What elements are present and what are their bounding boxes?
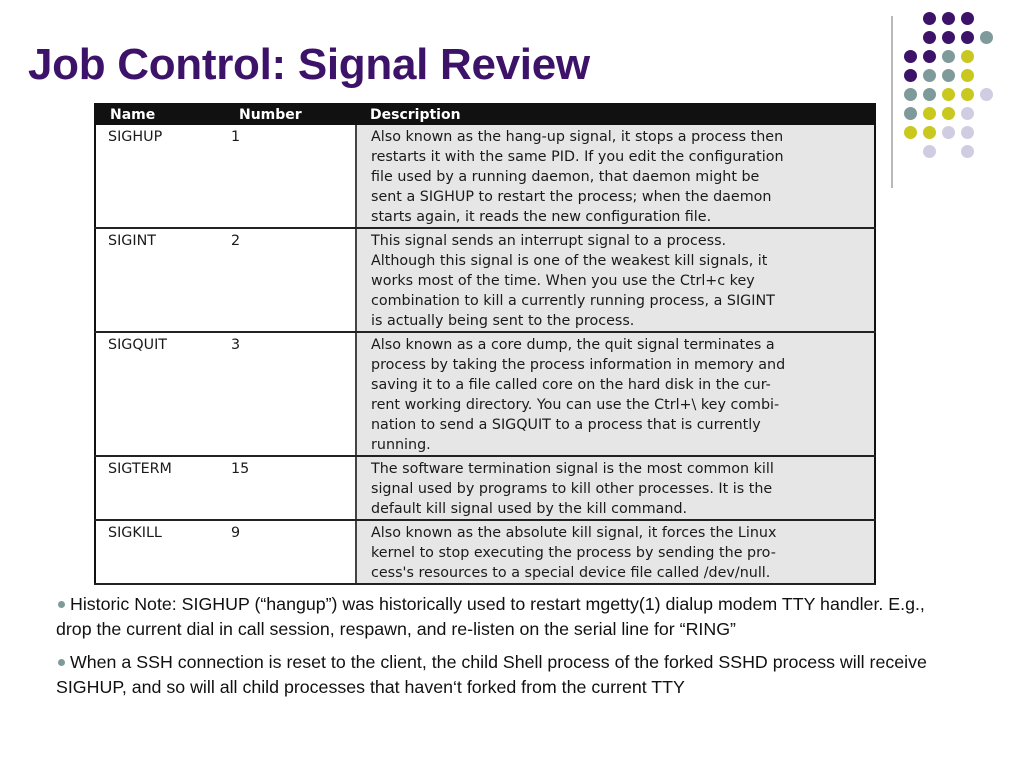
decorative-divider (891, 16, 893, 188)
decorative-dot (923, 88, 936, 101)
header-name: Name (95, 104, 225, 125)
bullet-item (56, 650, 936, 700)
decorative-dot (923, 69, 936, 82)
decorative-dot (904, 50, 917, 63)
decorative-dot (923, 126, 936, 139)
bullet-dot-icon (58, 601, 65, 608)
decorative-dot (961, 88, 974, 101)
description-line: sent a SIGHUP to restart the process; when the daemon (371, 189, 772, 205)
decorative-dot (904, 69, 917, 82)
decorative-dot (923, 31, 936, 44)
description-line: process by taking the process information in memory and (371, 357, 786, 373)
decorative-dot (961, 31, 974, 44)
table-row (95, 228, 875, 332)
signal-description-cell (356, 228, 875, 332)
signal-description-cell (356, 456, 875, 520)
description-line: Also known as the absolute kill signal, it forces the Linux (371, 525, 777, 541)
slide-title: Job Control: Signal Review (28, 40, 590, 89)
description-line: This signal sends an interrupt signal to a process. (371, 233, 727, 249)
description-line: rent working directory. You can use the Ctrl+\ key combi- (371, 397, 780, 413)
header-number: Number (225, 104, 356, 125)
description-line: Although this signal is one of the weakest kill signals, it (371, 253, 768, 269)
signal-description-cell (356, 520, 875, 584)
signal-number-cell: 9 (225, 520, 356, 584)
bullet-text: Historic Note: SIGHUP (“hangup”) was historically used to restart mgetty(1) dialup modem TTY handler. E.g., drop the current dial in call session, respawn, and re-listen on the serial line for “RING” (56, 594, 925, 639)
table-row (95, 520, 875, 584)
signal-name-cell: SIGKILL (95, 520, 225, 584)
description-line: starts again, it reads the new configuration file. (371, 209, 712, 225)
decorative-dot (942, 88, 955, 101)
bullet-dot-icon (58, 659, 65, 666)
signal-number-cell: 3 (225, 332, 356, 456)
description-line: Also known as a core dump, the quit signal terminates a (371, 337, 775, 353)
description-line: cess's resources to a special device file called /dev/null. (371, 565, 771, 581)
bullet-text: When a SSH connection is reset to the client, the child Shell process of the forked SSHD process will receive SIGHUP, and so will all child processes that haven‘t forked from the current TTY (56, 652, 927, 697)
description-line: saving it to a file called core on the hard disk in the cur- (371, 377, 771, 393)
decorative-dot (923, 107, 936, 120)
decorative-dot (923, 145, 936, 158)
signal-number-cell: 15 (225, 456, 356, 520)
decorative-dot (942, 107, 955, 120)
header-description: Description (356, 104, 875, 125)
notes-list (56, 592, 936, 708)
decorative-dot (923, 12, 936, 25)
bullet-item (56, 592, 936, 642)
decorative-dot (980, 31, 993, 44)
table-header-row (95, 104, 875, 125)
decorative-dot (942, 12, 955, 25)
decorative-dot (904, 107, 917, 120)
signal-number-cell: 2 (225, 228, 356, 332)
decorative-dot (942, 126, 955, 139)
table-row (95, 332, 875, 456)
decorative-dot (961, 107, 974, 120)
description-line: is actually being sent to the process. (371, 313, 635, 329)
decorative-dot (961, 12, 974, 25)
description-line: nation to send a SIGQUIT to a process that is currently (371, 417, 761, 433)
decorative-dot-grid (904, 12, 1014, 172)
signal-description-cell (356, 125, 875, 228)
decorative-dot (904, 126, 917, 139)
signal-name-cell: SIGINT (95, 228, 225, 332)
description-line: kernel to stop executing the process by sending the pro- (371, 545, 776, 561)
description-line: default kill signal used by the kill command. (371, 501, 688, 517)
decorative-dot (904, 88, 917, 101)
signal-number-cell: 1 (225, 125, 356, 228)
table-row (95, 125, 875, 228)
signal-name-cell: SIGTERM (95, 456, 225, 520)
description-line: works most of the time. When you use the Ctrl+c key (371, 273, 755, 289)
decorative-dot (961, 69, 974, 82)
decorative-dot (961, 126, 974, 139)
signal-name-cell: SIGHUP (95, 125, 225, 228)
description-line: running. (371, 437, 431, 453)
decorative-dot (961, 145, 974, 158)
signal-name-cell: SIGQUIT (95, 332, 225, 456)
decorative-dot (942, 69, 955, 82)
decorative-dot (923, 50, 936, 63)
table-row (95, 456, 875, 520)
decorative-dot (942, 31, 955, 44)
description-line: combination to kill a currently running process, a SIGINT (371, 293, 775, 309)
signal-description-cell (356, 332, 875, 456)
description-line: restarts it with the same PID. If you edit the configuration (371, 149, 784, 165)
description-line: Also known as the hang-up signal, it stops a process then (371, 129, 784, 145)
decorative-dot (942, 50, 955, 63)
signal-table (94, 103, 876, 585)
description-line: The software termination signal is the most common kill (371, 461, 774, 477)
description-line: signal used by programs to kill other processes. It is the (371, 481, 773, 497)
decorative-dot (980, 88, 993, 101)
decorative-dot (961, 50, 974, 63)
description-line: file used by a running daemon, that daemon might be (371, 169, 760, 185)
